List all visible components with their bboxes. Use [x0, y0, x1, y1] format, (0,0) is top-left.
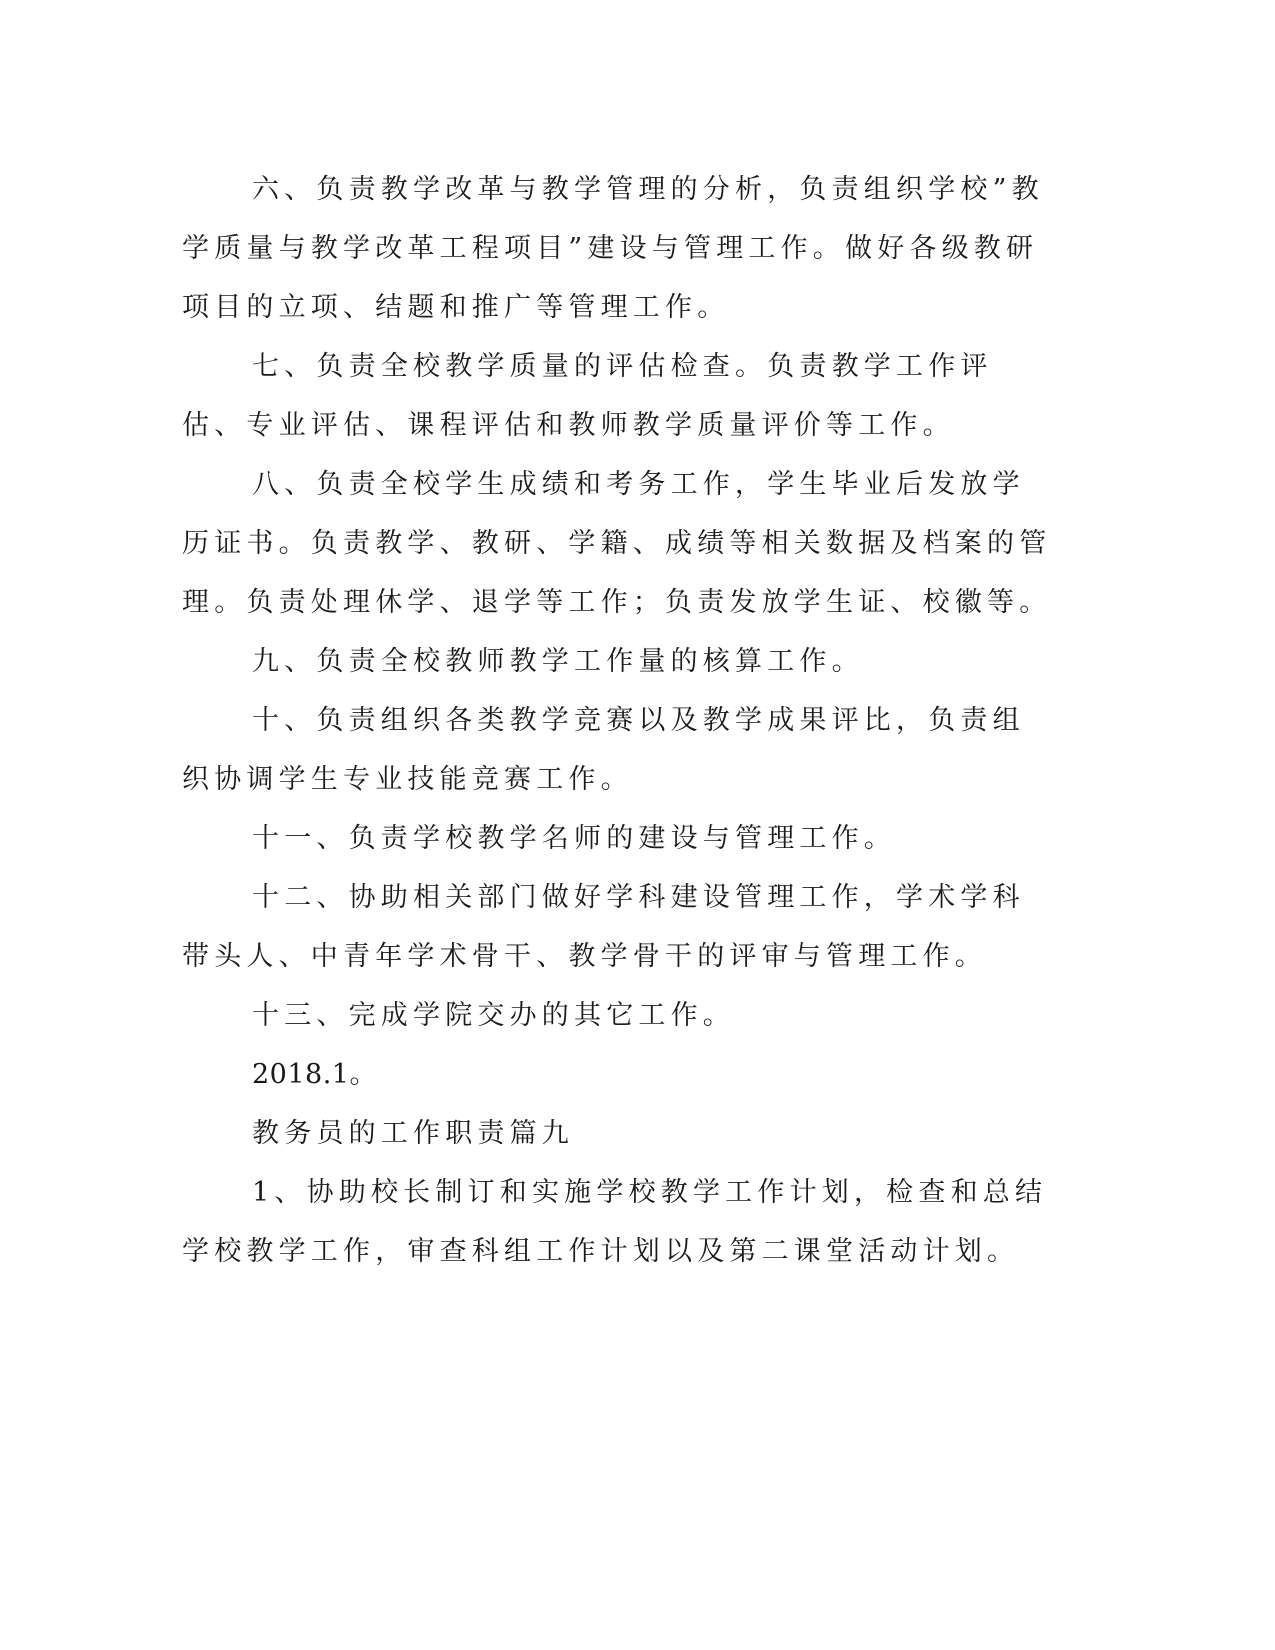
paragraph-item-11: 十一、负责学校教学名师的建设与管理工作。 — [252, 823, 896, 854]
paragraph-item-12: 十二、协助相关部门做好学科建设管理工作，学术学科带头人、中青年学术骨干、教学骨干的评审与管理工作。 — [182, 882, 1025, 972]
paragraph-item-10: 十、负责组织各类教学竞赛以及教学成果评比，负责组织协调学生专业技能竞赛工作。 — [182, 705, 1025, 795]
paragraph-item-13: 十三、完成学院交办的其它工作。 — [252, 1000, 735, 1031]
paragraph-item-9: 九、负责全校教师教学工作量的核算工作。 — [252, 646, 864, 677]
section-heading: 教务员的工作职责篇九 — [252, 1118, 574, 1149]
paragraph-item-6: 六、负责教学改革与教学管理的分析，负责组织学校”教学质量与教学改革工程项目”建设与管理工作。做好各级教研项目的立项、结题和推广等管理工作。 — [182, 174, 1044, 323]
date-line: 2018.1。 — [252, 1059, 377, 1090]
paragraph-item-7: 七、负责全校教学质量的评估检查。负责教学工作评估、专业评估、课程评估和教师教学质量评价等工作。 — [182, 351, 993, 441]
document-body — [182, 160, 1052, 1281]
paragraph-item-8: 八、负责全校学生成绩和考务工作，学生毕业后发放学历证书。负责教学、教研、学籍、成绩等相关数据及档案的管理。负责处理休学、退学等工作；负责发放学生证、校徽等。 — [182, 469, 1052, 618]
paragraph-item-1: 1、协助校长制订和实施学校教学工作计划，检查和总结学校教学工作，审查科组工作计划以及第二课堂活动计划。 — [182, 1177, 1048, 1267]
